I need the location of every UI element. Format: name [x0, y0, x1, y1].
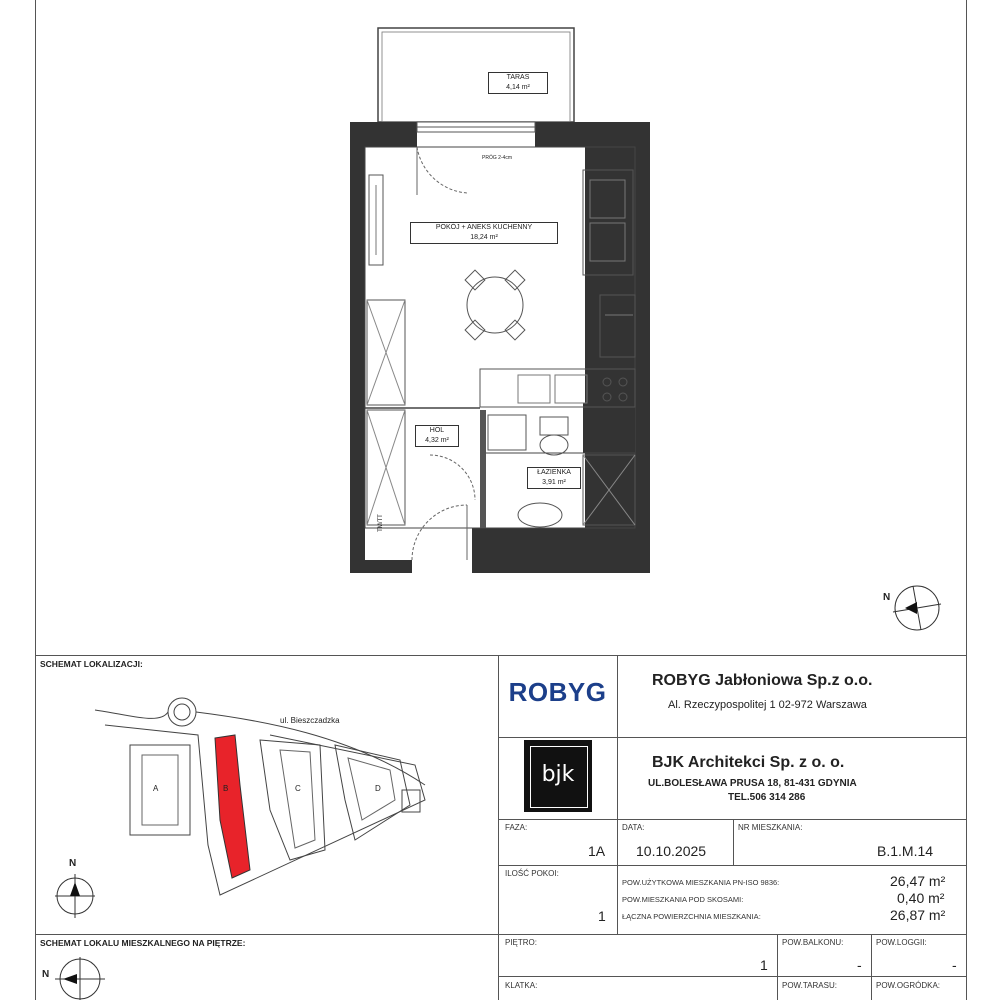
room-area: 4,14 m² [506, 84, 530, 91]
room-tag-bathroom [527, 467, 581, 489]
building-label-d: D [375, 784, 381, 793]
street-label: ul. Bieszczadzka [280, 716, 340, 725]
room-name: HOL [429, 427, 445, 434]
frame-right-border [966, 0, 967, 1000]
architect-name: BJK Architekci Sp. z o. o. [652, 754, 845, 771]
room-tag-terrace [488, 72, 548, 94]
slope-area-label: POW.MIESZKANIA POD SKOSAMI: [622, 895, 744, 904]
building-label-b: B [223, 784, 229, 793]
title-block-top-border [35, 655, 967, 656]
frame-left-border [35, 0, 36, 1000]
compass-letter: N [69, 858, 77, 869]
total-area-label: ŁĄCZNA POWIERZCHNIA MIESZKANIA: [622, 912, 761, 921]
architect-address: UL.BOLESŁAWA PRUSA 18, 81-431 GDYNIA [648, 778, 857, 789]
room-name: TARAS [506, 74, 530, 81]
grid-line [498, 865, 966, 866]
room-name: ŁAZIENKA [537, 469, 571, 476]
floor-compass [40, 955, 110, 1000]
usable-area-label: POW.UŻYTKOWA MIESZKANIA PN-ISO 9836: [622, 878, 780, 887]
room-area: 4,32 m² [425, 437, 449, 444]
total-area-value: 26,87 m² [890, 907, 946, 923]
date-label: DATA: [622, 823, 645, 832]
grid-line [871, 934, 872, 1000]
room-area: 3,91 m² [542, 479, 566, 486]
developer-name: ROBYG Jabłoniowa Sp.z o.o. [652, 672, 873, 689]
sill-note: PRÓG 2-4cm [482, 155, 513, 161]
architect-phone: TEL.506 314 286 [728, 792, 806, 803]
faza-value: 1A [588, 843, 606, 859]
room-name: POKÓJ + ANEKS KUCHENNY [435, 224, 533, 231]
loggia-area-value: - [952, 957, 957, 973]
loggia-area-label: POW.LOGGII: [876, 938, 927, 947]
balcony-area-value: - [857, 957, 862, 973]
developer-logo-text: ROBYG [508, 677, 607, 707]
terrace-area-label: POW.TARASU: [782, 981, 837, 990]
faza-label: FAZA: [505, 823, 528, 832]
location-map [90, 690, 440, 915]
staircase-label: KLATKA: [505, 981, 538, 990]
grid-line [777, 934, 778, 1000]
closet-note: TM/TT [377, 514, 384, 532]
grid-line [498, 737, 966, 738]
unit-number-label: NR MIESZKANIA: [738, 823, 803, 832]
building-label-a: A [153, 784, 159, 793]
grid-line [733, 819, 734, 866]
building-label-c: C [295, 784, 301, 793]
architect-logo [524, 740, 592, 812]
compass-letter: N [42, 969, 50, 980]
plan-compass [883, 584, 943, 632]
highlighted-building [215, 735, 250, 878]
grid-line [498, 976, 966, 977]
floor-plan [345, 25, 655, 575]
room-tag-hall [415, 425, 459, 447]
date-value: 10.10.2025 [636, 843, 707, 859]
room-tag-living [410, 222, 558, 244]
slope-area-value: 0,40 m² [897, 890, 945, 906]
location-title: SCHEMAT LOKALIZACJI: [40, 659, 143, 669]
usable-area-value: 26,47 m² [890, 873, 946, 889]
grid-line [35, 934, 967, 935]
compass-letter: N [883, 592, 891, 603]
grid-line [498, 819, 966, 820]
location-compass [55, 858, 95, 920]
developer-logo [498, 677, 617, 708]
room-area: 18,24 m² [470, 234, 498, 241]
floor-value: 1 [760, 957, 768, 973]
balcony-area-label: POW.BALKONU: [782, 938, 844, 947]
garden-area-label: POW.OGRÓDKA: [876, 981, 941, 990]
rooms-count-value: 1 [598, 908, 606, 924]
developer-address: Al. Rzeczypospolitej 1 02-972 Warszawa [668, 699, 867, 711]
floor-label: PIĘTRO: [505, 938, 538, 947]
grid-line [617, 819, 618, 934]
architect-logo-text: bjk [541, 762, 575, 787]
rooms-count-label: ILOŚĆ POKOI: [505, 869, 559, 878]
floor-schema-title: SCHEMAT LOKALU MIESZKALNEGO NA PIĘTRZE: [40, 938, 246, 948]
unit-number-value: B.1.M.14 [877, 843, 934, 859]
